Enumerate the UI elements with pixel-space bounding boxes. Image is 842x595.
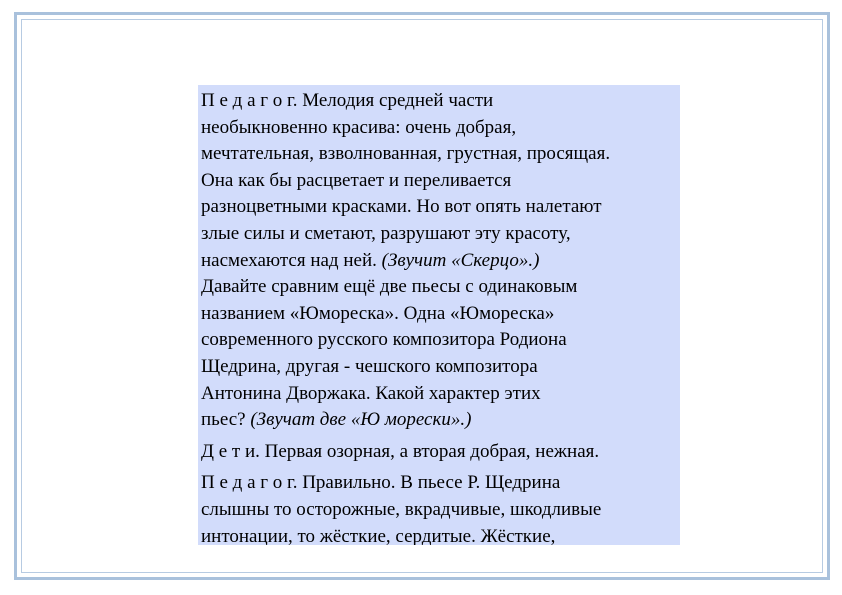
paragraph-teacher-1 (201, 88, 677, 434)
text-run: пьес? (201, 409, 251, 431)
paragraph-teacher-2 (201, 470, 677, 545)
paragraph-children (201, 439, 677, 466)
text-run: насмехаются над ней. (201, 249, 382, 271)
text-line (201, 248, 677, 275)
stage-direction: (Звучит «Скерцо».) (381, 249, 540, 271)
text-line: П е д а г о г. Правильно. В пьесе Р. Щедрина (201, 472, 561, 494)
text-line: необыкновенно красива: очень добрая, (201, 116, 517, 138)
text-line: Антонина Дворжака. Какой характер этих (201, 382, 541, 404)
text-line: Она как бы расцветает и переливается (201, 169, 512, 191)
stage-direction: (Звучат две «Ю морески».) (250, 409, 472, 431)
text-line: злые силы и сметают, разрушают эту красоту, (201, 222, 571, 244)
text-line: названием «Юмореска». Одна «Юмореска» (201, 302, 555, 324)
text-line: Щедрина, другая - чешского композитора (201, 355, 538, 377)
text-line: разноцветными красками. Но вот опять налетают (201, 196, 602, 218)
text-box (198, 85, 680, 545)
text-line (201, 407, 677, 434)
text-line: Д е т и. Первая озорная, а вторая добрая, нежная. (201, 440, 600, 462)
text-line: мечтательная, взволнованная, грустная, просящая. (201, 143, 611, 165)
text-line: П е д а г о г. Мелодия средней части (201, 90, 494, 111)
text-line: слышны то осторожные, вкрадчивые, шкодливые (201, 498, 602, 520)
text-line: интонации, то жёсткие, сердитые. Жёсткие, (201, 525, 556, 545)
text-line: современного русского композитора Родиона (201, 329, 567, 351)
text-line: Давайте сравним ещё две пьесы с одинаковым (201, 276, 578, 298)
